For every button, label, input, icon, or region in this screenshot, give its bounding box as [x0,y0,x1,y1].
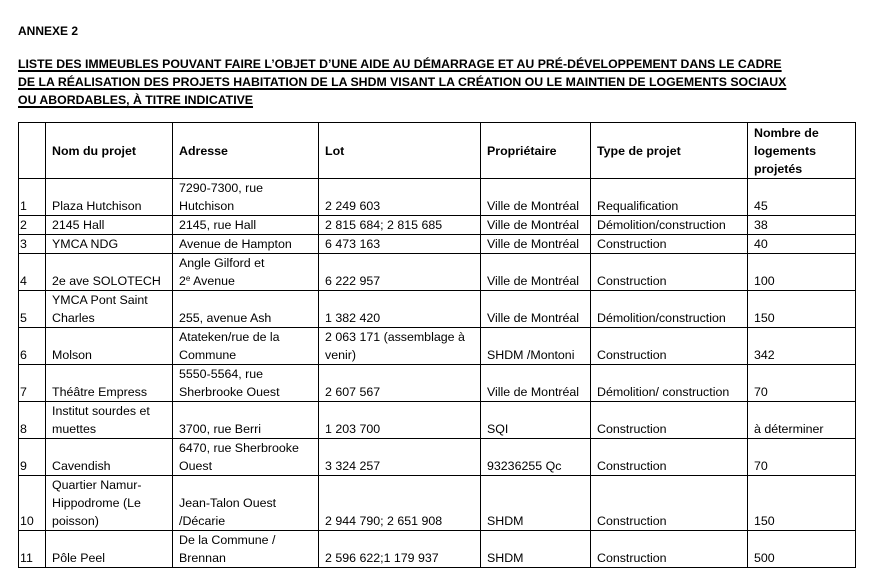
cell-adresse [173,439,319,476]
cell-type: Construction [591,328,748,365]
nom-line: muettes [52,422,97,436]
row-number: 6 [19,328,46,365]
nom-line: Institut sourdes et [52,404,150,418]
row-number: 11 [19,531,46,568]
cell-nombre: 500 [748,531,856,568]
table-row [19,476,856,531]
cell-nombre: 70 [748,439,856,476]
nom-line: YMCA Pont Saint [52,293,148,307]
cell-nom: YMCA NDG [46,235,173,254]
cell-type: Démolition/ construction [591,365,748,402]
cell-adresse [173,365,319,402]
header-proprietaire: Propriétaire [481,123,591,179]
cell-type: Construction [591,476,748,531]
adresse-line: 6470, rue Sherbrooke [179,441,299,455]
cell-lot [319,328,481,365]
table-row [19,216,856,235]
adresse-line: Hutchison [179,199,235,213]
cell-type: Démolition/construction [591,291,748,328]
cell-type: Construction [591,235,748,254]
row-number: 9 [19,439,46,476]
cell-type: Requalification [591,179,748,216]
cell-lot: 2 249 603 [319,179,481,216]
row-number: 4 [19,254,46,291]
cell-nom: 2e ave SOLOTECH [46,254,173,291]
cell-proprietaire: Ville de Montréal [481,179,591,216]
row-number: 5 [19,291,46,328]
table-row [19,328,856,365]
nom-line: Quartier Namur- [52,478,142,492]
adresse-line: 5550-5564, rue [179,367,264,381]
cell-lot: 6 473 163 [319,235,481,254]
cell-nom [46,402,173,439]
cell-nombre: 45 [748,179,856,216]
row-number: 2 [19,216,46,235]
cell-type: Démolition/construction [591,216,748,235]
nom-line: Hippodrome (Le [52,496,141,510]
row-number: 1 [19,179,46,216]
title-line: DE LA RÉALISATION DES PROJETS HABITATION DE LA SHDM VISANT LA CRÉATION OU LE MAINTIEN DE LOGEMENTS SOCIAUX [18,75,787,89]
cell-adresse [173,254,319,291]
header-nom-du-projet: Nom du projet [46,123,173,179]
cell-proprietaire: Ville de Montréal [481,291,591,328]
cell-lot: 2 596 622;1 179 937 [319,531,481,568]
cell-nom: Cavendish [46,439,173,476]
cell-nombre: 150 [748,476,856,531]
cell-nombre: 342 [748,328,856,365]
annexe-label: ANNEXE 2 [18,24,79,38]
cell-proprietaire: Ville de Montréal [481,235,591,254]
table-row [19,402,856,439]
cell-adresse: Avenue de Hampton [173,235,319,254]
table-row [19,439,856,476]
nom-line: Charles [52,311,95,325]
lot-line: venir) [325,348,356,362]
adresse-line: /Décarie [179,514,226,528]
cell-lot: 2 607 567 [319,365,481,402]
cell-type: Construction [591,254,748,291]
header-num [19,123,46,179]
adresse-line [179,272,314,290]
cell-adresse [173,476,319,531]
adresse-line: Brennan [179,551,226,565]
cell-lot: 2 944 790; 2 651 908 [319,476,481,531]
cell-proprietaire: SQI [481,402,591,439]
cell-adresse [173,179,319,216]
cell-nombre: 38 [748,216,856,235]
cell-nom: Molson [46,328,173,365]
cell-nom: Pôle Peel [46,531,173,568]
header-lot: Lot [319,123,481,179]
table-row [19,531,856,568]
header-adresse: Adresse [173,123,319,179]
cell-adresse: 2145, rue Hall [173,216,319,235]
cell-type: Construction [591,439,748,476]
cell-lot: 1 382 420 [319,291,481,328]
table-row [19,254,856,291]
row-number: 8 [19,402,46,439]
cell-proprietaire: Ville de Montréal [481,216,591,235]
row-number: 10 [19,476,46,531]
document-title [18,55,863,109]
title-line: LISTE DES IMMEUBLES POUVANT FAIRE L’OBJET D’UNE AIDE AU DÉMARRAGE ET AU PRÉ-DÉVELOPPEMENT DANS LE CADRE [18,57,782,71]
cell-proprietaire: Ville de Montréal [481,365,591,402]
cell-adresse [173,531,319,568]
cell-nom [46,291,173,328]
cell-nombre: 40 [748,235,856,254]
adresse-line: Angle Gilford et [179,256,265,270]
nom-line: poisson) [52,514,99,528]
header-type-de-projet: Type de projet [591,123,748,179]
cell-adresse: 255, avenue Ash [173,291,319,328]
cell-nombre: à déterminer [748,402,856,439]
adresse-text: Avenue [190,274,235,288]
cell-proprietaire: SHDM [481,476,591,531]
cell-proprietaire: SHDM /Montoni [481,328,591,365]
cell-adresse: 3700, rue Berri [173,402,319,439]
cell-proprietaire: Ville de Montréal [481,254,591,291]
cell-adresse [173,328,319,365]
adresse-line: Jean-Talon Ouest [179,496,277,510]
ordinal-superscript: e [185,274,191,283]
cell-nombre: 150 [748,291,856,328]
row-number: 7 [19,365,46,402]
table-row [19,291,856,328]
cell-type: Construction [591,402,748,439]
cell-nom: 2145 Hall [46,216,173,235]
adresse-line: De la Commune / [179,533,276,547]
row-number: 3 [19,235,46,254]
cell-proprietaire: SHDM [481,531,591,568]
cell-nombre: 70 [748,365,856,402]
header-nombre-logements: Nombre de logements projetés [748,123,856,179]
lot-line: 2 063 171 (assemblage à [325,330,465,344]
adresse-line: Commune [179,348,237,362]
buildings-table [18,122,856,568]
cell-lot: 2 815 684; 2 815 685 [319,216,481,235]
cell-lot: 1 203 700 [319,402,481,439]
adresse-text: 2 [179,274,186,288]
cell-nom [46,476,173,531]
cell-proprietaire: 93236255 Qc [481,439,591,476]
table-row [19,365,856,402]
cell-lot: 3 324 257 [319,439,481,476]
cell-nombre: 100 [748,254,856,291]
cell-type: Construction [591,531,748,568]
adresse-line: Sherbrooke Ouest [179,385,280,399]
cell-nom: Plaza Hutchison [46,179,173,216]
table-row [19,179,856,216]
title-line: OU ABORDABLES, À TITRE INDICATIVE [18,93,254,107]
table-row [19,235,856,254]
adresse-line: 7290-7300, rue [179,181,264,195]
table-header-row [19,123,856,179]
adresse-line: Atateken/rue de la [179,330,280,344]
cell-nom: Théâtre Empress [46,365,173,402]
adresse-line: Ouest [179,459,213,473]
cell-lot: 6 222 957 [319,254,481,291]
